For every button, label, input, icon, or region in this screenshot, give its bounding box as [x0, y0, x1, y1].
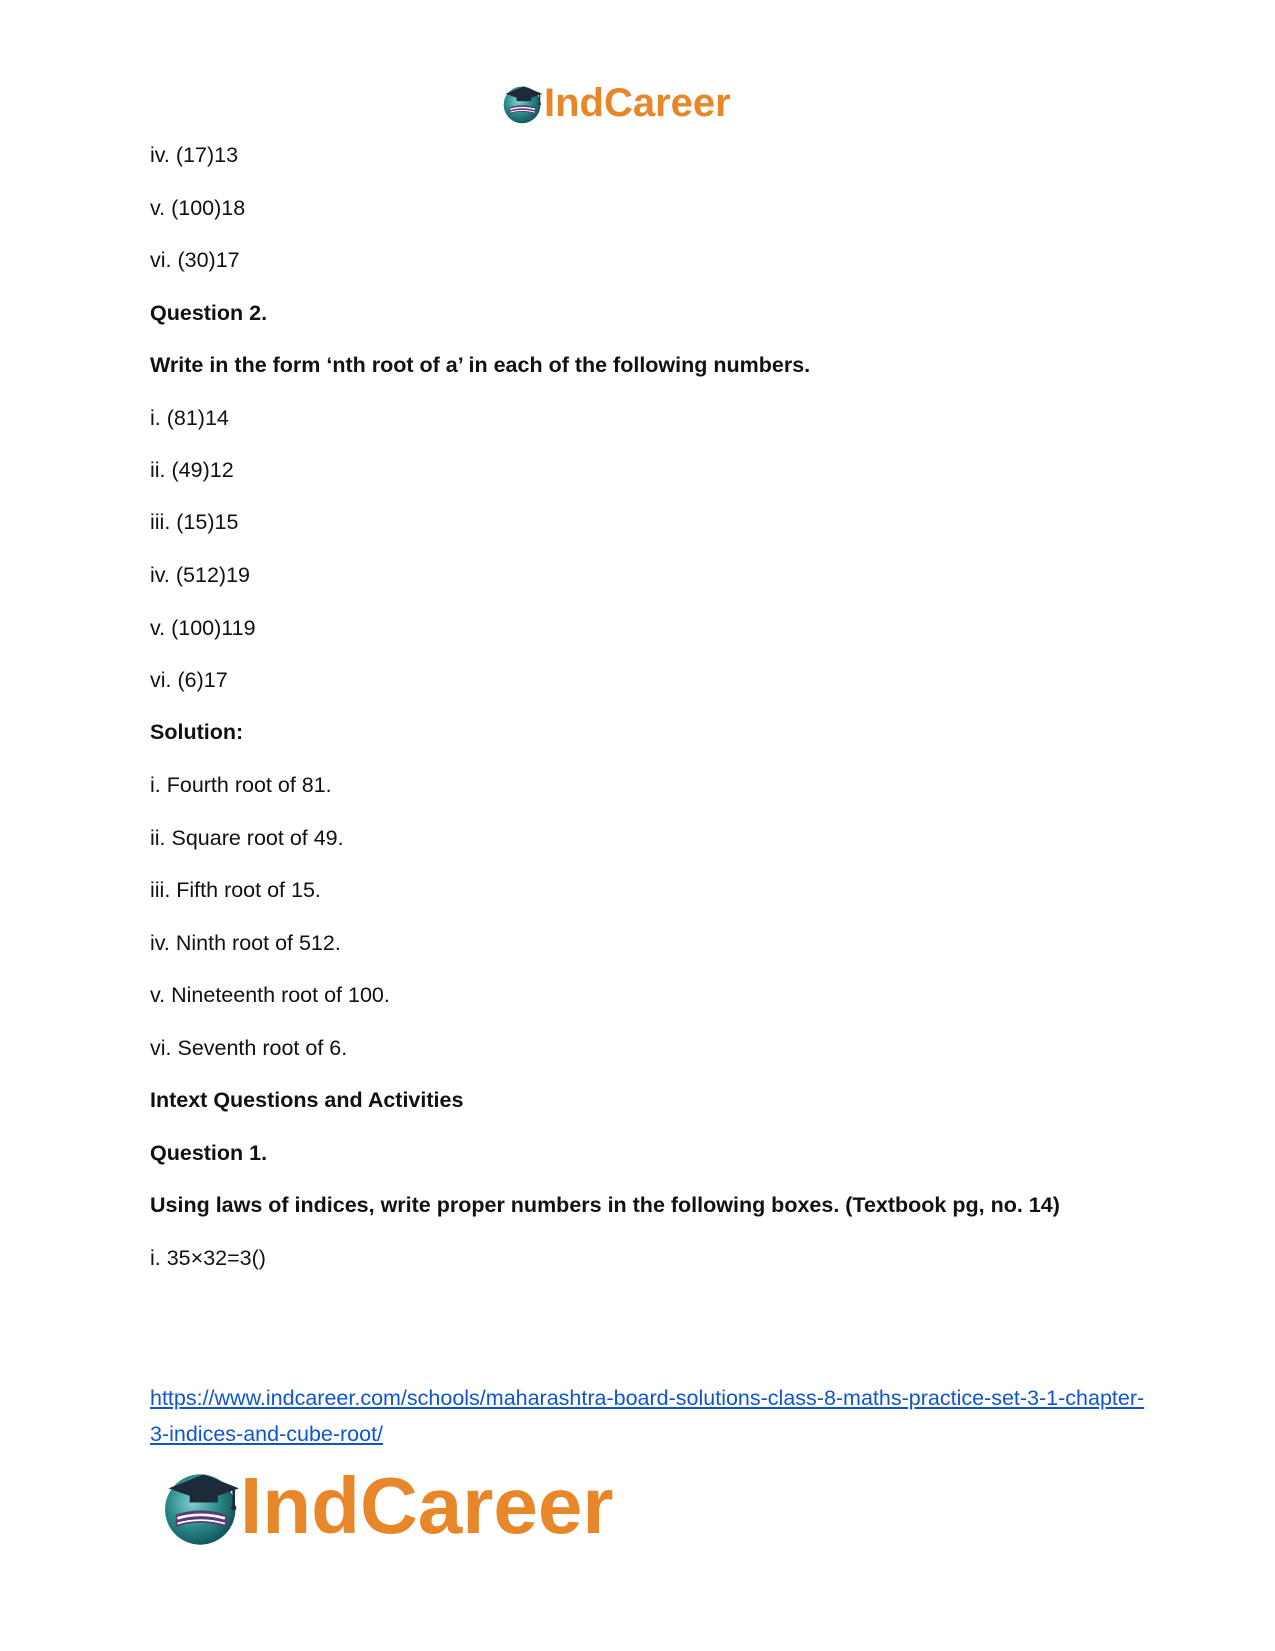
solution-heading: Solution: — [150, 720, 244, 744]
text-line: ii. (49)12 — [150, 458, 234, 482]
text-line: iii. (15)15 — [150, 510, 239, 534]
question-heading: Question 2. — [150, 301, 268, 325]
question-prompt: Write in the form ‘nth root of a’ in each of the following numbers. — [150, 353, 811, 377]
question-heading: Question 1. — [150, 1141, 268, 1165]
globe-graduation-cap-icon — [158, 1462, 246, 1550]
text-line: iii. Fifth root of 15. — [150, 878, 321, 902]
text-line: i. Fourth root of 81. — [150, 773, 332, 797]
text-line: v. Nineteenth root of 100. — [150, 983, 390, 1007]
text-line: i. (81)14 — [150, 406, 229, 430]
text-line: v. (100)119 — [150, 616, 256, 640]
text-line: vi. Seventh root of 6. — [150, 1036, 348, 1060]
logo-text: IndCareer — [240, 1461, 614, 1550]
logo-text: IndCareer — [544, 80, 731, 125]
indcareer-logo-bottom — [158, 1458, 613, 1554]
text-line: i. 35×32=3() — [150, 1246, 266, 1270]
text-line: vi. (6)17 — [150, 668, 228, 692]
section-heading: Intext Questions and Activities — [150, 1088, 464, 1112]
question-prompt: Using laws of indices, write proper numbers in the following boxes. (Textbook pg, no. 14) — [150, 1193, 1060, 1217]
globe-graduation-cap-icon — [500, 80, 546, 126]
text-line: ii. Square root of 49. — [150, 826, 344, 850]
text-line: v. (100)18 — [150, 196, 246, 220]
text-line: iv. (17)13 — [150, 143, 239, 167]
indcareer-logo-top — [500, 78, 731, 128]
source-url-link[interactable]: https://www.indcareer.com/schools/maharashtra-board-solutions-class-8-maths-practice-set-3-1-chapter-3-indices-and-cube-root/ — [150, 1386, 1145, 1446]
text-line: iv. Ninth root of 512. — [150, 931, 341, 955]
text-line: iv. (512)19 — [150, 563, 250, 587]
text-line: vi. (30)17 — [150, 248, 240, 272]
